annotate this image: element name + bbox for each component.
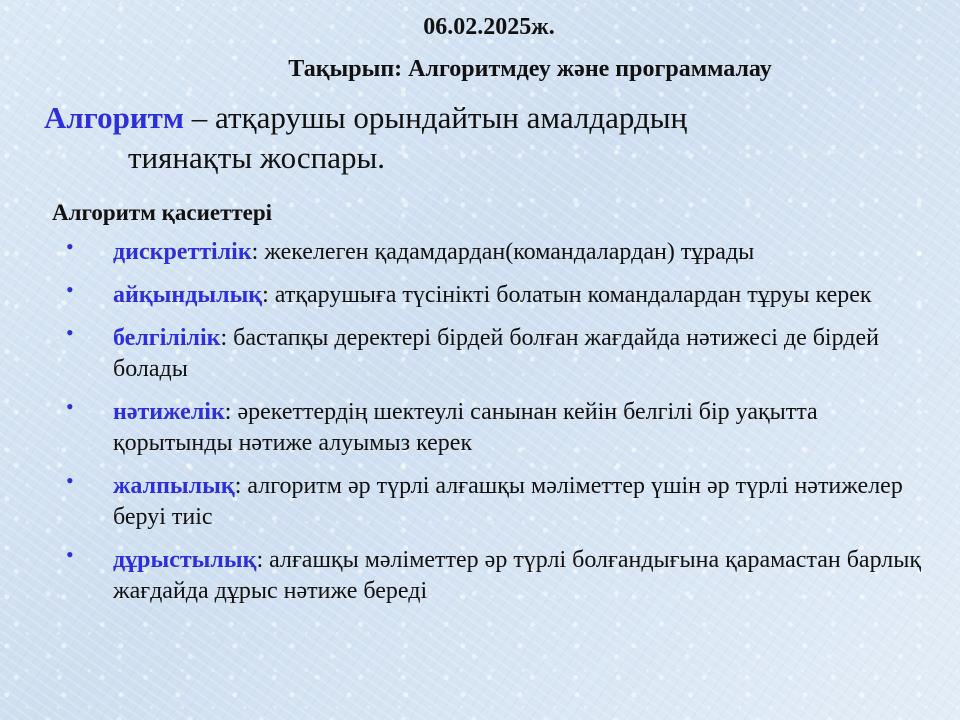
definition [44, 98, 924, 178]
definition-text-line2: тиянақты жоспары. [128, 140, 386, 175]
properties-heading: Алгоритм қасиеттері [52, 200, 273, 225]
property-item [66, 320, 926, 385]
bullet-icon: • [66, 320, 74, 345]
property-desc: : атқарушыға түсінікті болатын командалардан тұруы керек [262, 282, 872, 308]
property-item [66, 468, 926, 533]
topic-heading: Тақырып: Алгоритмдеу және программалау [288, 56, 772, 82]
property-desc: : жекелеген қадамдардан(командалардан) тұрады [251, 239, 755, 265]
property-item [66, 277, 926, 311]
definition-text-line1: – атқарушы орындайтын амалдардың [184, 100, 688, 135]
bullet-icon: • [66, 542, 74, 567]
property-name: нәтижелік [113, 399, 225, 425]
property-desc: : бастапқы деректері бірдей болған жағдайда нәтижесі де бірдей болады [113, 325, 879, 382]
property-name: айқындылық [113, 282, 263, 308]
property-desc: : алғашқы мәліметтер әр түрлі болғандығына қарамастан барлық жағдайда дұрыс нәтиже береді [113, 547, 922, 604]
property-desc: : алгоритм әр түрлі алғашқы мәліметтер үшін әр түрлі нәтижелер беруі тиіс [113, 473, 903, 530]
property-desc: : әрекеттердің шектеулі санынан кейін белгілі бір уақытта қорытынды нәтиже алуымыз керек [113, 399, 818, 456]
property-item [66, 394, 926, 459]
date-heading: 06.02.2025ж. [423, 14, 555, 40]
property-name: дискреттілік [113, 239, 252, 265]
properties-list [66, 234, 926, 619]
property-item [66, 234, 926, 268]
bullet-icon: • [66, 234, 74, 259]
property-name: белгілілік [113, 325, 221, 351]
bullet-icon: • [66, 394, 74, 419]
bullet-icon: • [66, 277, 74, 302]
bullet-icon: • [66, 468, 74, 493]
property-name: дұрыстылық [113, 547, 257, 573]
property-name: жалпылық [113, 473, 235, 499]
property-item [66, 542, 926, 607]
definition-term: Алгоритм [44, 100, 185, 135]
